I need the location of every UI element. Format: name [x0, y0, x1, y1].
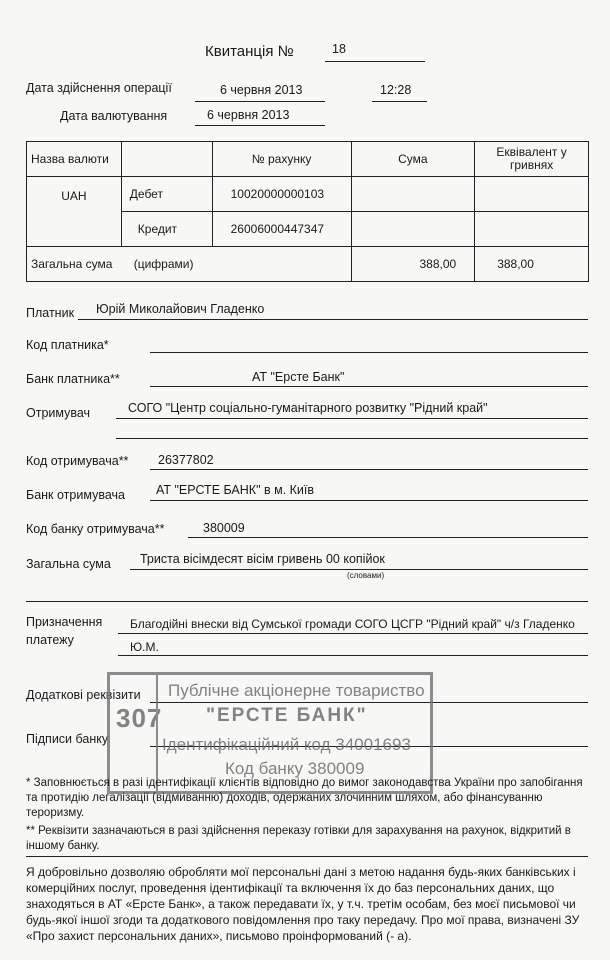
- bank-signatures-label: Підписи банку: [26, 732, 109, 746]
- header-account: № рахунку: [212, 142, 351, 177]
- receipt-title: Квитанція №: [205, 43, 294, 60]
- debit-sum: [351, 177, 475, 212]
- recipient-value: СОГО "Центр соціально-гуманітарного розвитку "Рідний край": [128, 401, 488, 415]
- currency-code: UAH: [27, 177, 122, 247]
- purpose-label-line2: платежу: [26, 633, 74, 647]
- receipt-number-underline: [325, 61, 425, 62]
- purpose-label-line1: Призначення: [26, 615, 103, 629]
- recipient-code-underline: [150, 469, 588, 470]
- currency-table: [26, 141, 589, 282]
- credit-label: Кредит: [121, 212, 212, 247]
- stamp-line3: Ідентифікаційний код 34001693: [162, 735, 411, 754]
- recipient-code-value: 26377802: [158, 453, 214, 467]
- debit-account: 10020000000103: [212, 177, 351, 212]
- valuation-date: 6 червня 2013: [207, 108, 290, 122]
- payer-bank-label: Банк платника**: [26, 372, 120, 386]
- header-currency: Назва валюти: [27, 142, 122, 177]
- stamp-line2: "ЕРСТЕ БАНК": [206, 705, 368, 726]
- stamp-separator: [156, 675, 158, 791]
- purpose-value-line2: Ю.М.: [130, 640, 159, 654]
- purpose-underline: [118, 633, 588, 634]
- purpose-underline-2: [118, 655, 588, 656]
- footnote-identification: * Заповнюється в разі ідентифікації клієнтів відповідно до вимог законодавства України про запобігання та протидію легалізації (відмиванню) доходів, одержаних злочинним шляхом, або фінансуванню тероризму.: [26, 777, 583, 819]
- operation-time: 12:28: [380, 83, 412, 97]
- recipient-bank-code-label: Код банку отримувача**: [26, 522, 165, 536]
- recipient-underline-2: [116, 438, 588, 439]
- total-hint: (цифрами): [133, 257, 194, 271]
- extra-requisites-label: Додаткові реквізити: [26, 688, 141, 702]
- footnote-requisites: ** Реквізити зазначаються в разі здійснення переказу готівки для зарахування на рахунок, відкритий в іншому банку.: [26, 825, 571, 852]
- table-header-row: [27, 142, 589, 177]
- payer-bank-underline: [150, 386, 588, 387]
- debit-label: Дебет: [121, 177, 212, 212]
- operation-date-underline: [195, 101, 325, 102]
- valuation-date-label: Дата валютування: [60, 109, 168, 123]
- stamp-line4: Код банку 380009: [225, 759, 365, 778]
- total-equivalent: 388,00: [475, 247, 589, 282]
- total-words-underline: [130, 569, 588, 570]
- operation-time-underline: [372, 101, 427, 102]
- stamp-line1: Публічне акціонерне товариство: [168, 681, 425, 700]
- operation-date: 6 червня 2013: [220, 83, 303, 97]
- payer-label: Платник: [26, 306, 75, 320]
- payer-bank-value: АТ "Ерсте Банк": [252, 370, 345, 384]
- table-row: [27, 177, 589, 212]
- header-empty: [121, 142, 212, 177]
- total-sum: 388,00: [351, 247, 475, 282]
- recipient-bank-label: Банк отримувача: [26, 488, 125, 502]
- credit-sum: [351, 212, 475, 247]
- total-label: Загальна сума: [31, 257, 113, 271]
- debit-equivalent: [475, 177, 589, 212]
- table-total-row: [27, 247, 589, 282]
- operation-date-label: Дата здійснення операції: [26, 81, 172, 95]
- total-cell: [27, 247, 352, 282]
- credit-account: 26006000447347: [212, 212, 351, 247]
- payer-code-underline: [150, 352, 588, 353]
- stamp-number: 307: [116, 703, 163, 733]
- payer-code-label: Код платника*: [26, 338, 109, 352]
- recipient-code-label: Код отримувача**: [26, 454, 129, 468]
- header-equivalent: Еквівалент у гривнях: [475, 142, 589, 177]
- total-words-label: Загальна сума: [26, 557, 111, 571]
- recipient-bank-code-value: 380009: [203, 521, 245, 535]
- purpose-value-line1: Благодійні внески від Сумської громади СОГО ЦСГР "Рідний край" ч/з Гладенко: [130, 617, 575, 631]
- recipient-bank-underline: [150, 500, 588, 501]
- header-sum: Сума: [351, 142, 475, 177]
- total-words-value: Триста вісімдесят вісім гривень 00 копійок: [140, 552, 385, 566]
- recipient-underline: [116, 418, 588, 419]
- payer-value: Юрій Миколайович Гладенко: [96, 302, 265, 316]
- consent-divider: [26, 856, 588, 857]
- credit-equivalent: [475, 212, 589, 247]
- recipient-bank-value: АТ "ЕРСТЕ БАНК" в м. Київ: [156, 483, 315, 497]
- receipt-number: 18: [332, 42, 346, 56]
- valuation-date-underline: [195, 125, 325, 126]
- consent-text: Я добровільно дозволяю обробляти мої персональні дані з метою надання будь-яких банківських і комерційних послуг, проведення ідентифікації та включення їх до баз персональних даних, що знаходяться в АТ «Ерсте Банк», а також передавати їх, у т.ч. третім особам, без моєї письмової чи будь-якої іншої згоди та додаткового повідомлення про таку передачу. Про мої права, визначені ЗУ «Про захист персональних даних», письмово проінформований (- а).: [26, 865, 580, 943]
- recipient-bank-code-underline: [188, 537, 588, 538]
- recipient-label: Отримувач: [26, 406, 91, 420]
- payer-underline: [78, 319, 588, 320]
- section-divider: [26, 601, 588, 602]
- total-words-hint: (словами): [347, 571, 385, 580]
